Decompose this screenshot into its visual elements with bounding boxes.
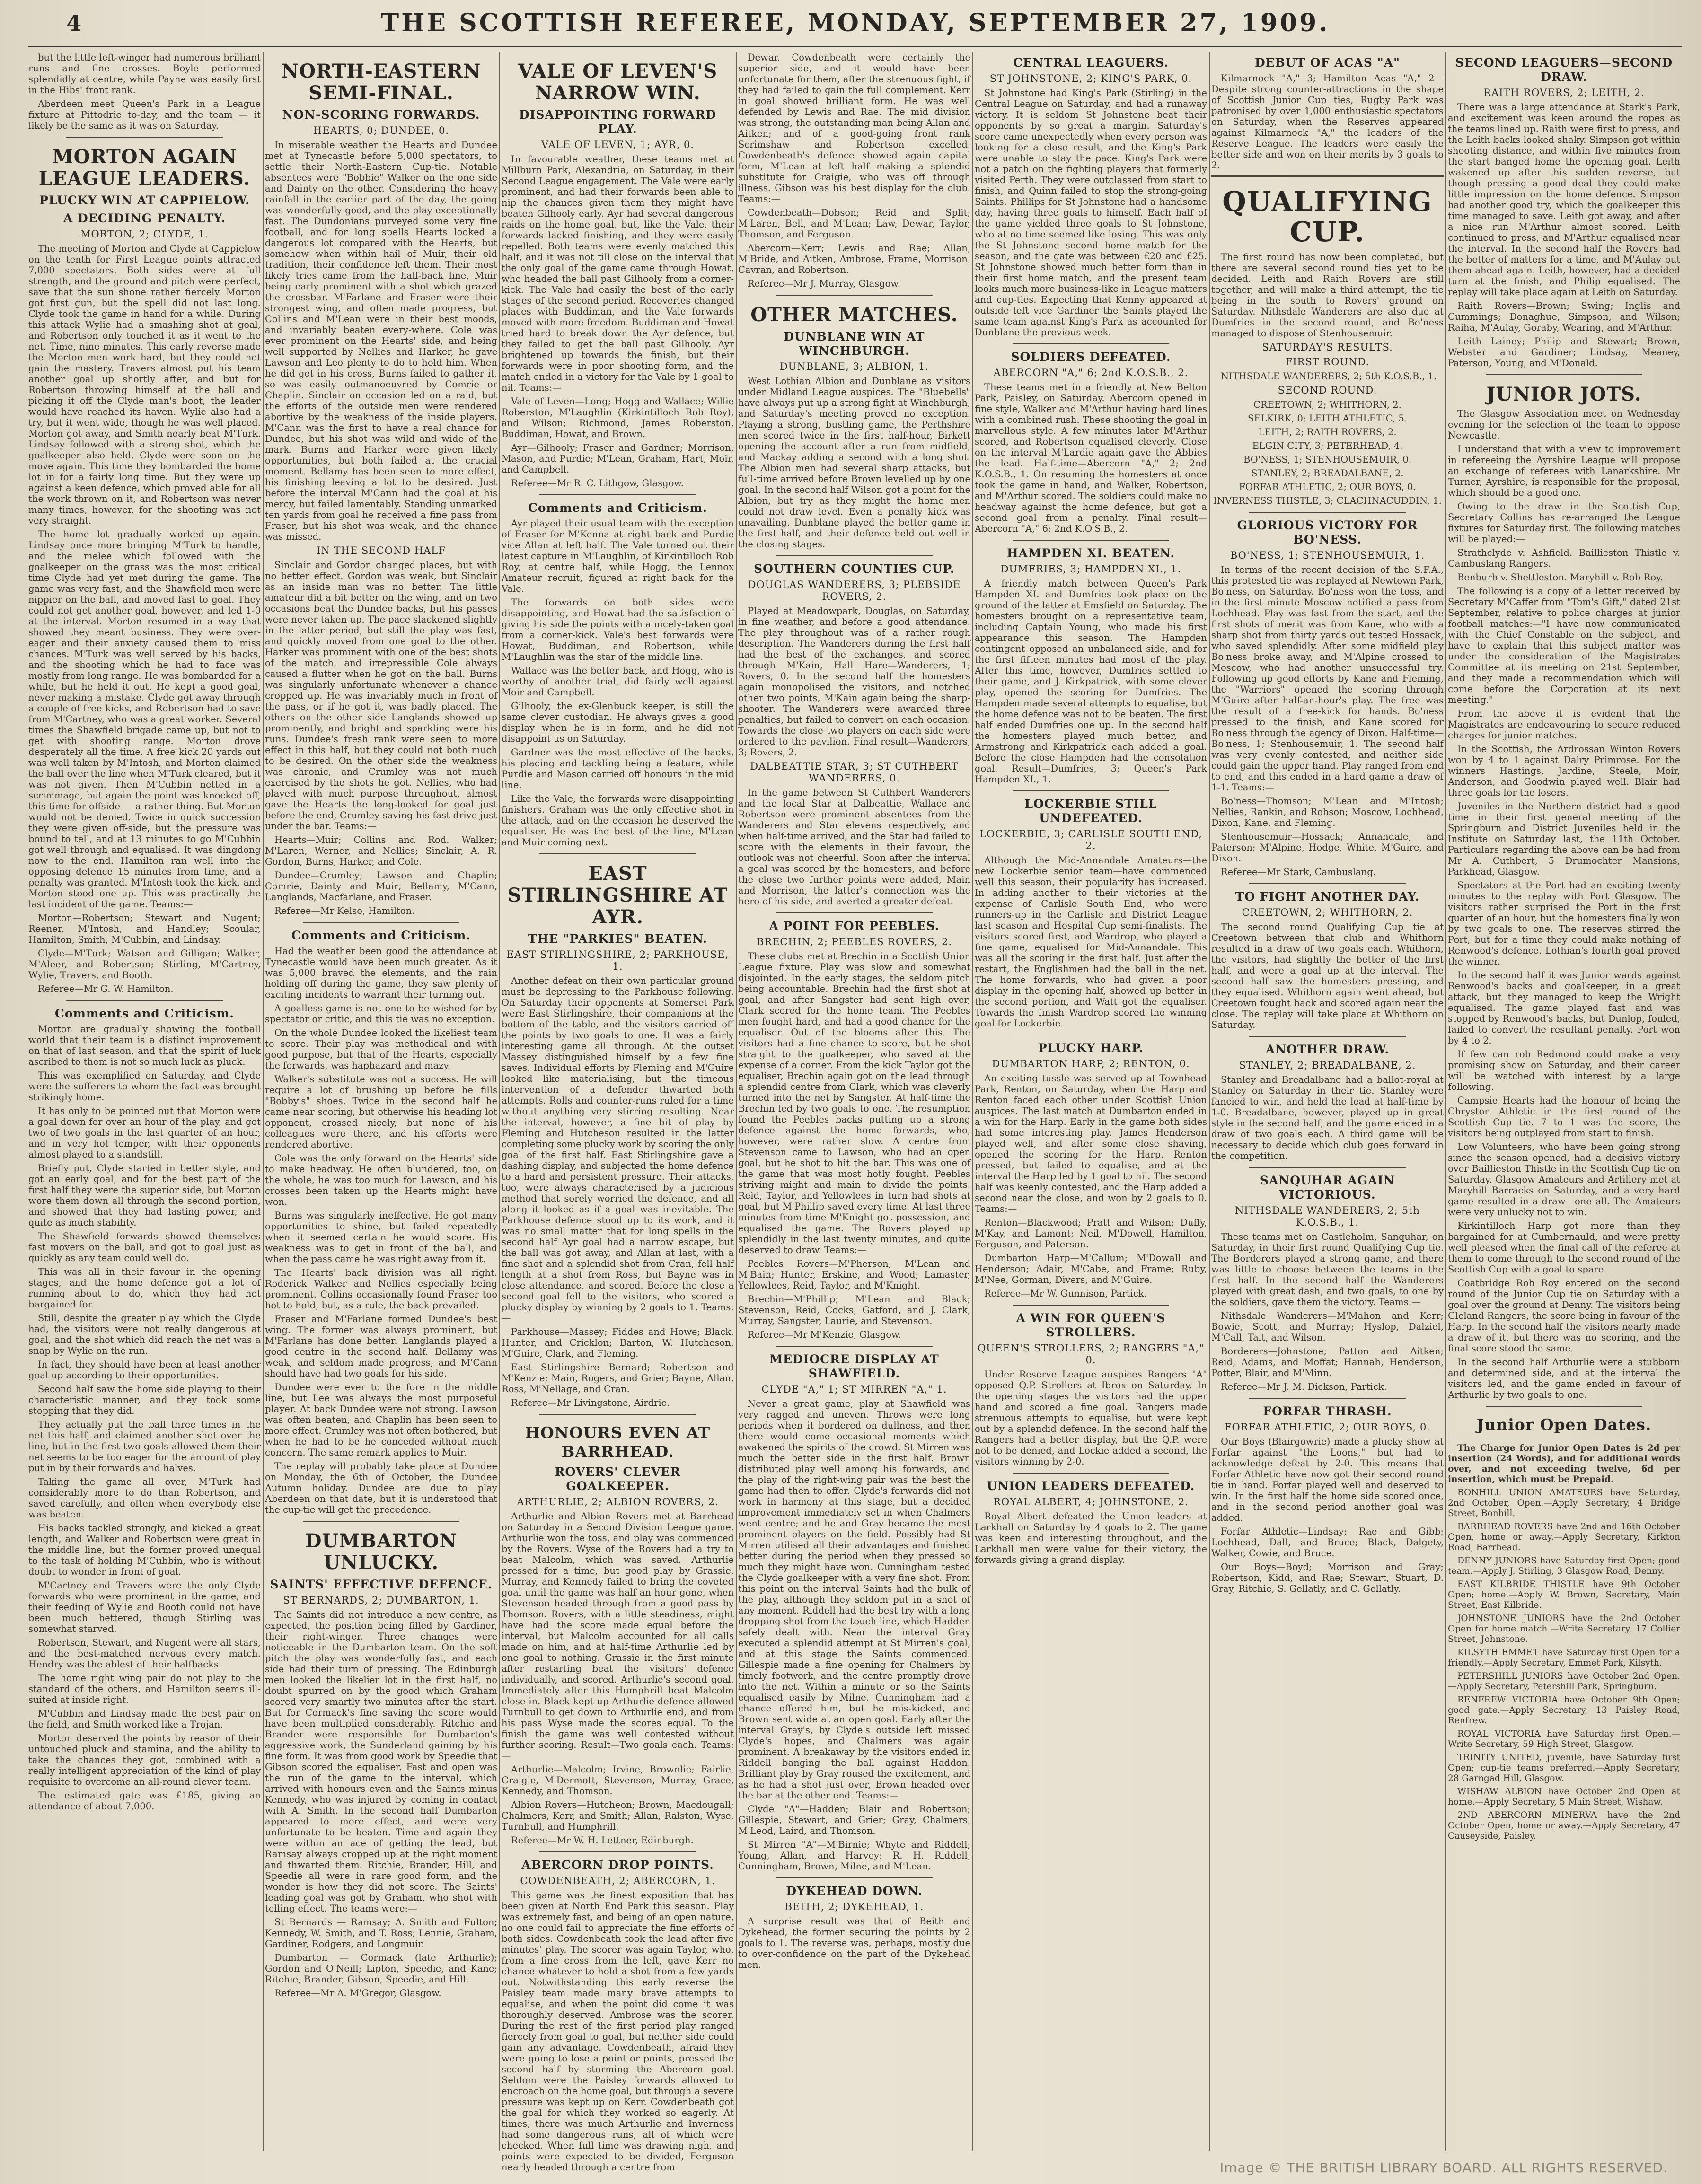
open-date-notice: DENNY JUNIORS have Saturday first Open; good team.—Apply J. Stirling, 3 Glasgow Road, Denny. — [1448, 1556, 1680, 1576]
open-date-notice: JOHNSTONE JUNIORS have the 2nd October Open for home match.—Write Secretary, 17 Collier Street, Johnstone. — [1448, 1614, 1680, 1644]
score-line: ROYAL ALBERT, 4; JOHNSTONE, 2. — [993, 1496, 1189, 1508]
section-divider — [1249, 1036, 1406, 1037]
section-divider — [776, 295, 933, 296]
result-line: STANLEY, 2; BREADALBANE, 2. — [1251, 468, 1404, 479]
article-paragraph: Leith—Lainey; Philip and Stewart; Brown, Webster and Gardiner; Lindsay, Meaney, Paterson, Young, and M'Donald. — [1448, 336, 1680, 368]
section-divider — [776, 912, 933, 913]
score-line: BEITH, 2; DYKEHEAD, 1. — [784, 1901, 924, 1912]
section-divider — [539, 853, 696, 854]
subheadline: Comments and Criticism. — [528, 501, 707, 515]
article-paragraph: The Saints did not introduce a new centre, as expected, the position being filled by Gardiner, their right-winger. Three changes were noticeable in the Dumbarton team. On the soft pitch the play was wonderfully fast, and each side had their turn of pressing. The Edinburgh men looked the likelier lot in the first half, no doubt spurred on by the good which Graham scored very smartly two minutes after the start. But for Cormack's fine saving the score would have been multiplied considerably. Ritchie and Brander were responsible for Dumbarton's aggressive work, the Sunderland gaining by his fine form. It was from good work by Speedie that Gibson scored the equaliser. Fast and open was the run of the game to the interval, which arrived with honours even and the Saints minus Kennedy, who was injured by coming in contact with A. Smith. In the second half Dumbarton appeared to more effect, and were very unfortunate to be beaten. Time and again they were within an ace of getting the lead, but Ramsay always cropped up at the right moment and thwarted them. Ritchie, Brander, Hill, and Speedie all were in rare good form, and the wonder is how they did not score. The Saints' leading goal was got by Graham, who shot with telling effect. The teams were:— — [265, 1609, 497, 1914]
article-paragraph: Stanley and Breadalbane had a ballot-royal at Stanley on Saturday in their tie. Stanley were fancied to win, and held the lead at half-time by 1-0. Breadalbane, however, played up in great style in the second half, and the game ended in a draw of two goals each. A third game will be necessary to decide which club goes forward in the competition. — [1211, 1074, 1444, 1161]
article-paragraph: Peebles Rovers—M'Pherson; M'Lean and M'Bain; Hunter, Erskine, and Wood; Lamaster, Yellowlees, Reid, Taylor, and M'Knight. — [738, 1258, 970, 1291]
article-paragraph: On the whole Dundee looked the likeliest team to score. Their play was methodical and with good purpose, but that of the Hearts, especially the forwards, was haphazard and mazy. — [265, 1027, 497, 1071]
article-paragraph: There was a large attendance at Stark's Park, and excitement was keen around the ropes as the teams lined up. Raith were first to press, and the Leith backs looked shaky. Simpson got within shooting distance, and within five minutes from the start banged home the opening goal. Leith wakened up after this sudden reverse, but though pressing a good deal they could make little impression on the home defence. Simpson had another good try, which the goalkeeper this time managed to save. Leith got away, and after a nice run M'Arthur almost scored. Leith continued to press, and M'Arthur equalised near the interval. In the second half the Rovers had the better of matters for a time, and M'Aulay put them ahead again. Leith, however, had a decided turn at the finish, and Philip equalised. The replay will take place again at Leith on Saturday. — [1448, 102, 1680, 298]
article-paragraph: Abercorn—Kerr; Lewis and Rae; Allan, M'Bride, and Aitken, Ambrose, Frame, Morrison, Cavran, and Robertson. — [738, 243, 970, 275]
article-paragraph: Referee—Mr A. M'Gregor, Glasgow. — [274, 1988, 441, 1999]
article-paragraph: These teams met on Castleholm, Sanquhar, on Saturday, in their first round Qualifying Cup tie. The Borderers played a strong game, and there was little to choose between the teams in the first half. In the second half the Wanderers played with great dash, and two goals, to one by the soldiers, gave them the victory. Teams:— — [1211, 1231, 1444, 1307]
article-paragraph: Forfar Athletic—Lindsay; Rae and Gibb; Lochhead, Dall, and Bruce; Black, Dalgety, Walker, Cowie, and Bruce. — [1211, 1526, 1444, 1559]
article-paragraph: Borderers—Johnstone; Patton and Aitken; Reid, Adams, and Moffat; Hannah, Henderson, Potter, Blair, and M'Minn. — [1211, 1346, 1444, 1378]
newspaper-column-2 — [265, 52, 497, 2151]
score-line: QUEEN'S STROLLERS, 2; RANGERS "A," 0. — [978, 1342, 1204, 1366]
score-line: DUNBLANE, 3; ALBION, 1. — [779, 361, 929, 372]
article-paragraph: Hearts—Muir; Collins and Rod. Walker; M'Laren, Werner, and Nellies; Sinclair, A. R. Gordon, Burns, Harker, and Cole. — [265, 834, 497, 867]
score-line: HEARTS, 0; DUNDEE, 0. — [313, 125, 449, 136]
subheadline: DYKEHEAD DOWN. — [786, 1884, 923, 1898]
article-paragraph: Taking the game all over, M'Turk had considerably more to do than Robertson, and saved carefully, and often when everybody else was beaten. — [28, 1476, 261, 1520]
article-paragraph: Briefly put, Clyde started in better style, and got an early goal, and for the best part of the first half they were the superior side, but Morton wore them down all through the second portion, and showed that they had lasting power, and quite as much stability. — [28, 1163, 261, 1228]
subheadline: SOLDIERS DEFEATED. — [1011, 350, 1171, 364]
subheadline: SECOND LEAGUERS—SECOND DRAW. — [1455, 56, 1673, 84]
article-paragraph: Referee—Mr Kelso, Hamilton. — [274, 905, 415, 916]
article-paragraph: Coatbridge Rob Roy entered on the second round of the Junior Cup tie on Saturday with a goal over the ground at Denny. The visitors being Gleland Rangers, the score being in favour of the Harp. In the second half the visitors nearly made a draw of it, but there was no scoring, and the final score stood the same. — [1448, 1278, 1680, 1354]
section-divider — [66, 1000, 223, 1001]
article-paragraph: Gardner was the most effective of the backs, his placing and tackling being a feature, while Purdie and Mason carried off honours in the mid line. — [502, 747, 734, 790]
article-paragraph: Wallace was the better back, and Hogg, who is worthy of another trial, did fairly well against Moir and Campbell. — [502, 665, 734, 698]
score-line: VALE OF LEVEN, 1; AYR, 0. — [541, 139, 694, 150]
article-paragraph: Vale of Leven—Long; Hogg and Wallace; Willie Roberston, M'Laughlin (Kirkintilloch Rob Roy), and Wilson; Richmond, James Roberston, Buddiman, Howat, and Brown. — [502, 396, 734, 439]
subheadline: SAINTS' EFFECTIVE DEFENCE. — [270, 1578, 493, 1591]
result-line: SELKIRK, 0; LEITH ATHLETIC, 5. — [1248, 413, 1407, 424]
score-line: FIRST ROUND. — [1285, 356, 1370, 368]
subheadline: PLUCKY WIN AT CAPPIELOW. — [39, 193, 250, 207]
subheadline: A POINT FOR PEEBLES. — [769, 919, 940, 933]
article-paragraph: Strathclyde v. Ashfield. Baillieston Thistle v. Cambuslang Rangers. — [1448, 547, 1680, 569]
article-paragraph: Morton—Robertson; Stewart and Nugent; Reener, M'Intosh, and Handley; Scoular, Hamilton, Smith, M'Cubbin, and Lindsay. — [28, 912, 261, 945]
subheadline: ANOTHER DRAW. — [1265, 1043, 1390, 1056]
article-paragraph: Raith Rovers—Brown; Swing; Inglis and Cummings; Donaghue, Simpson, and Wilson; Raiha, M'Aulay, Goraby, Wearing, and M'Arthur. — [1448, 300, 1680, 333]
article-paragraph: A friendly match between Queen's Park Hampden XI. and Dumfries took place on the ground of the latter at Emsfield on Saturday. The homesters brought on a representative team, including Captain Young, who made his first appearance this season. The Hampden contingent opposed an unbalanced side, and for the first fifteen minutes had most of the play. After this time, however, Dumfries settled to their game, and J. Kirkpatrick, with some clever play, opened the scoring for Dumfries. The Hampden made several attempts to equalise, but the home defence was not to be beaten. The first half ended Dumfries one up. In the second half the homesters played much better, and Armstrong and Kirkpatrick each added a goal. Before the close Hampden had the consolation goal. Result—Dumfries, 3; Queen's Park Hampden XI., 1. — [975, 578, 1207, 785]
newspaper-column-4 — [738, 52, 970, 2151]
subheadline: SANQUHAR AGAIN VICTORIOUS. — [1260, 1174, 1395, 1202]
article-paragraph: Our Boys—Boyd; Morrison and Gray; Robertson, Kidd, and Rae; Stewart, Stuart, D. Gray, Ritchie, S. Gellatly, and C. Gellatly. — [1211, 1561, 1444, 1594]
article-paragraph: Benburb v. Shettleston. Maryhill v. Rob Roy. — [1457, 572, 1663, 583]
section-divider — [1013, 1305, 1169, 1306]
subheadline: PLUCKY HARP. — [1038, 1041, 1144, 1055]
newspaper-title: THE SCOTTISH REFEREE, MONDAY, SEPTEMBER 27, 1909. — [380, 9, 1330, 37]
article-paragraph: A surprise result was that of Beith and Dykehead, the former securing the points by 2 goals to 1. The reverse was, perhaps, mostly due to over-confidence on the part of the Dykehead men. — [738, 1916, 970, 1970]
result-line: CREETOWN, 2; WHITHORN, 2. — [1253, 399, 1401, 410]
ad-terms: The Charge for Junior Open Dates is 2d per insertion (24 Words), and for additional words over, and not exceeding twelve, 6d per insertion, which must be Prepaid. — [1448, 1443, 1680, 1484]
score-line: ABERCORN "A," 6; 2nd K.O.S.B., 2. — [993, 367, 1189, 378]
score-line: STANLEY, 2; BREADALBANE, 2. — [1239, 1060, 1416, 1071]
article-paragraph: M'Cartney and Travers were the only Clyde forwards who were prominent in the game, and their feeding of Wylie and Booth could not have been much bettered, though Stirling was somewhat starved. — [28, 1580, 261, 1634]
newspaper-column-6 — [1211, 52, 1444, 2151]
section-divider — [539, 1851, 696, 1852]
article-paragraph: but the little left-winger had numerous brilliant runs and fine crosses. Boyle performed splendidly at centre, while Payne was easily first in the Hibs' front rank. — [28, 52, 261, 96]
article-paragraph: Gilhooly, the ex-Glenbuck keeper, is still the same clever custodian. He always gives a good display when he is in form, and he did not disappoint us on Saturday. — [502, 701, 734, 744]
open-date-notice: 2ND ABERCORN MINERVA have the 2nd October Open, home or away.—Apply Secretary, 47 Causeyside, Paisley. — [1448, 1810, 1680, 1841]
article-paragraph: West Lothian Albion and Dunblane as visitors under Midland League auspices. The "Bluebells" have always put up a strong fight at Winchburgh, and Saturday's meeting proved no exception. Playing a strong, bustling game, the Perthshire men scored twice in the first half-hour, Birkett opening the account after a run from midfield, and Mackay adding a second with a long shot. The Albion men had several sharp attacks, but full-time arrived before Brown levelled up by one goal. In the second half Wilson got a point for the Albion, but try as they might the home men could not draw level. Even a penalty kick was unavailing. Dunblane played the better game in the first half, and their defence held out well in the closing stages. — [738, 376, 970, 550]
article-paragraph: The Shawfield forwards showed themselves fast movers on the ball, and got to goal just as quickly as any team could well do. — [28, 1231, 261, 1263]
article-paragraph: The replay will probably take place at Dundee on Monday, the 6th of October, the Dundee Autumn holiday. Dundee are due to play Aberdeen on that date, but it is understood that the cup-tie will get the precedence. — [265, 1461, 497, 1515]
section-divider — [1249, 1398, 1406, 1399]
article-paragraph: Second half saw the home side playing to their characteristic manner, and they took some stopping that they did. — [28, 1384, 261, 1416]
article-paragraph: Dundee were ever to the fore in the middle line, but Lee was always the most purposeful player. At back Dundee were not strong. Lawson was often beaten, and Chaplin has been seen to more effect. Crumley was not often bothered, but when he had to be he conceded without much concern. The same remark applies to Muir. — [265, 1382, 497, 1458]
article-paragraph: The estimated gate was £185, giving an attendance of about 7,000. — [28, 1790, 261, 1812]
article-paragraph: Under Reserve League auspices Rangers "A" opposed Q.P. Strollers at Ibrox on Saturday. In the opening stages the visitors had the upper hand and scored a fine goal. Rangers made strenuous attempts to equalise, but were kept out by a splendid defence. In the second half the Rangers had a better display, but the Q.P. were not to be denied, and Lockie added a second, the visitors winning by 2-0. — [975, 1369, 1207, 1467]
subheadline: Comments and Criticism. — [291, 929, 471, 942]
column-rule — [1445, 52, 1446, 2151]
article-paragraph: The first round has now been completed, but there are several second round ties yet to be decided. Leith and Raith Rovers are still together, and will make a third attempt, the tie being in the south to Rovers' ground on Saturday. Nithsdale Wanderers are also due at Dumfries in the second round, and Bo'ness managed to dispose of Stenhousemuir. — [1211, 252, 1444, 339]
article-paragraph: His backs tackled strongly, and kicked a great length, and Walker and Robertson were great in the middle line, but the former proved unequal to the task of holding M'Cubbin, who is without doubt to wonder in front of goal. — [28, 1523, 261, 1577]
article-paragraph: Morton are gradually showing the football world that their team is a distinct improvement on that of last season, and that the spirit of luck ascribed to them is not so much luck as pluck. — [28, 1024, 261, 1067]
article-paragraph: Played at Meadowpark, Douglas, on Saturday, in fine weather, and before a good attendance. The play throughout was of a rather rough description. The Wanderers during the first half had the best of the exchanges, and scored through M'Kain, Hall Hare—Wanderers, 1; Rovers, 0. In the second half the homesters again monopolised the visitors, and notched other two points, M'Kain again being the sharp-shooter. The Wanderers were awarded three penalties, but failed to convert on each occasion. Towards the close two players on each side were ordered to the pavilion. Final result—Wanderers, 3; Rovers, 2. — [738, 605, 970, 758]
article-paragraph: Still, despite the greater play which the Clyde had, the visitors were not really dangerous at goal, and the shot which did reach the net was a snap by Wylie on the run. — [28, 1313, 261, 1356]
article-paragraph: Clyde "A"—Hadden; Blair and Robertson; Gillespie, Stewart, and Grier; Gray, Chalmers, M'Leod, Laird, and Thomson. — [738, 1804, 970, 1836]
open-date-notice: TRINITY UNITED, juvenile, have Saturday first Open; cup-tie teams preferred.—Apply Secretary, 28 Garngad Hill, Glasgow. — [1448, 1753, 1680, 1783]
article-paragraph: The home right wing pair do not play to the standard of the others, and Hamilton seems ill-suited at inside right. — [28, 1673, 261, 1705]
article-paragraph: Owing to the draw in the Scottish Cup, Secretary Collins has re-arranged the League fixtures for Saturday first. The following matches will be played:— — [1448, 501, 1680, 544]
score-line: ST BERNARDS, 2; DUMBARTON, 1. — [283, 1595, 479, 1606]
article-paragraph: Sinclair and Gordon changed places, but with no better effect. Gordon was weak, but Sinclair as an inside man was no better. The little amateur did a bit better on the wing, and on two occasions beat the Dundee backs, but his passes were never taken up. The pace slackened slightly in the latter period, but still the play was fast, and quickly moved from one goal to the other. Harker was prominent with one of the best shots of the match, and irrepressible Cole always caused a flutter when he got on the ball. Burns was singularly unfortunate whenever a chance cropped up. He was invariably much in front of the pass, or if he got it, was badly placed. The others on the other side Langlands showed up prominently, and bright and sparkling were his runs. Dundee's fresh rank were seen to more effect in this half, but they could not both much to be desired. On the other side the weakness was chronic, and Crumley was not much exercised by the shots he got. Nellies, who had played with much purpose throughout, almost gave the Hearts the long-looked for goal just before the end, Crumley saving his fast drive just under the bar. Teams:— — [265, 560, 497, 832]
article-paragraph: I understand that with a view to improvement in refereeing the Ayrshire League will propose an exchange of referees with Lanarkshire. Mr Turner, Ayrshire, is responsible for the proposal, which should be a good one. — [1448, 444, 1680, 498]
subheadline: SOUTHERN COUNTIES CUP. — [754, 562, 955, 576]
score-line: IN THE SECOND HALF — [317, 545, 446, 556]
article-paragraph: Ayr—Gilhooly; Fraser and Gardner; Morrison, Mason, and Purdie; M'Lean, Graham, Hart, Moir, and Campbell. — [502, 442, 734, 475]
result-line: FORFAR ATHLETIC, 2; OUR BOYS, 0. — [1239, 482, 1416, 492]
section-divider — [1211, 175, 1444, 177]
score-line: NITHSDALE WANDERERS, 2; 5th K.O.S.B., 1. — [1235, 1205, 1420, 1228]
article-paragraph: Kilmarnock "A," 3; Hamilton Acas "A," 2—Despite strong counter-attractions in the shape of Scottish Junior Cup ties, Rugby Park was patronised by over 1,000 enthusiastic spectators on Saturday, when the Reserves appeared against Kilmarnock "A," the leaders of the Reserve League. The leaders were easily the better side and won on their merits by 3 goals to 2. — [1211, 73, 1444, 171]
article-paragraph: Referee—Mr W. H. Lettner, Edinburgh. — [511, 1835, 694, 1846]
section-divider — [1013, 1473, 1169, 1474]
article-paragraph: The forwards on both sides were disappointing, and Howat had the satisfaction of giving his side the points with a nicely-taken goal from a corner-kick. Vale's best forwards were Howat, Buddiman, and Robertson, while M'Laughlin was the star of the middle line. — [502, 597, 734, 662]
article-paragraph: This was all in their favour in the opening stages, and the home defence got a lot of running about to do, which they had not bargained for. — [28, 1266, 261, 1310]
article-paragraph: St Johnstone had King's Park (Stirling) in the Central League on Saturday, and had a runaway victory. It is seldom St Johnstone beat their opponents by so great a margin. Saturday's score came unexpectedly when every person was looking for a close result, and the King's Park were unable to stay the pace. King's Park were not a patch on the fighting players that formerly visited Perth. They were outclassed from start to finish, and Quinn failed to stop the strong-going Saints. Phillips for St Johnstone had a handsome day, having three goals to himself. Each half of the game yielded three goals to St Johnstone, who at no time seemed like losing. This was only the St Johnstone second home match for the season, and the gate was between £20 and £25. St Johnstone showed much better form than in their first home match, and the present team looks much more business-like in League matters and cup-ties. Expecting that Kenny appeared at outside left vice Gardiner the Saints played the same team against King's Park as accounted for Dunblane the previous week. — [975, 88, 1207, 338]
article-paragraph: Cowdenbeath—Dobson; Reid and Split; M'Laren, Bell, and M'Lean; Law, Dewar, Taylor, Thomson, and Ferguson. — [738, 207, 970, 240]
article-paragraph: These teams met in a friendly at New Belton Park, Paisley, on Saturday. Abercorn opened in fine style, Walker and M'Arthur having hard lines with a combined rush. These shooting the goal in marvellous style. A few minutes later M'Arthur scored, and Robertson equalised cleverly. Close on the interval M'Lardie again gave the Abbies the lead. Half-time—Abercorn "A," 2; 2nd K.O.S.B., 1. On resuming the homesters at once took the game in hand, and Walker, Robertson, and M'Arthur scored. The soldiers could make no headway against the home defence, but got a second goal from a penalty. Final result—Abercorn "A," 6; 2nd K.O.S.B., 2. — [975, 382, 1207, 534]
headline: HONOURS EVEN AT BARRHEAD. — [525, 1423, 711, 1461]
article-paragraph: In the game between St Cuthbert Wanderers and the local Star at Dalbeattie, Wallace and Robertson were prominent absentees from the Wanderers and Star elevens respectively, and when half-time arrived, and the Star had failed to score with the elements in their favour, the outlook was not cheerful. Soon after the interval a goal was scored by the homesters, and before the close two further points were added, Main and Morrison, the latter's connection was the hero of his side, and averted a greater defeat. — [738, 787, 970, 907]
article-paragraph: Low Volunteers, who have been going strong since the season opened, had a decisive victory over Baillieston Thistle in the Scottish Cup tie on Saturday. Glasgow Amateurs and Artillery met at Maryhill Barracks on Saturday, and a very hard game resulted in a draw—one all. The Amateurs were very unlucky not to win. — [1448, 1141, 1680, 1218]
headline: VALE OF LEVEN'S NARROW WIN. — [518, 60, 718, 104]
result-line: LEITH, 2; RAITH ROVERS, 2. — [1258, 427, 1397, 438]
score-line: ARTHURLIE, 2; ALBION ROVERS, 2. — [517, 1496, 719, 1508]
article-paragraph: Clyde—M'Turk; Watson and Gilligan; Walker, M'Aleer, and Robertson; Stirling, M'Cartney, Wylie, Travers, and Booth. — [28, 948, 261, 981]
article-paragraph: Had the weather been good the attendance at Tynecastle would have been much greater. As it was 5,000 braved the elements, and the rain holding off during the game, they saw plenty of exciting incidents to warrant their turning out. — [265, 946, 497, 1000]
article-paragraph: It has only to be pointed out that Morton were a goal down for over an hour of the play, and got two of two goals in the last quarter of an hour, and in very hot temper, with their opponents almost played to a standstill. — [28, 1105, 261, 1160]
article-paragraph: Stenhousemuir—Hossack; Annandale, and Paterson; M'Alpine, Hodge, White, M'Guire, and Dixon. — [1211, 831, 1444, 864]
article-paragraph: Another defeat on their own particular ground must be depressing to the Parkhouse following. On Saturday their opponents at Somerset Park were East Stirlingshire, their companions at the bottom of the table, and the visitors carried off the points by two goals to one. It was a fairly interesting game all through. At the outset Massey distinguished himself by a few fine saves. Individual efforts by Fleming and M'Guire looked like materialising, but the timeous intervention of a defender thwarted both attempts. Rolls and counter-runs ruled for a time without anything very stirring resulting. Near the interval, however, a fine bit of play by Fleming and Hutcheson resulted in the latter completing some plucky work by scoring the only goal of the first half. East Stirlingshire gave a dashing display, and subjected the home defence to a hard and persistent pressure. Their attacks, too, were always characterised by a judicious method that sorely worried the defence, and all along it looked as if a goal was inevitable. The Parkhouse defence stood up to its work, and it was no small matter that for long spells in the second half Ayr goal had a narrow escape, but the ball was got away, and Allan at last, with a fine shot and a splendid shot from Cran, fell half length at a shot from Ross, but Bayne was in close attendance, and scored. Before the close a second goal fell to the visitors, who scored a plucky display by winning by 2 goals to 1. Teams:— — [502, 975, 734, 1324]
article-paragraph: They actually put the ball three times in the net this half, and claimed another shot over the line, but in the first two goals allowed them their net seems to be too eager for the amount of play put in by their forwards and halves. — [28, 1419, 261, 1474]
section-divider — [303, 922, 459, 923]
open-date-notice: PETERSHILL JUNIORS have October 2nd Open.—Apply Secretary, Petershill Park, Springburn. — [1448, 1671, 1680, 1692]
newspaper-column-5 — [975, 52, 1207, 2151]
article-paragraph: Ayr played their usual team with the exception of Fraser for M'Kenna at right back and Purdie vice Allan at left half. The Vale turned out their latest capture in M'Laughlin, of Kirkintilloch Rob Roy, at centre half, while Hogg, the Lennox Amateur recruit, figured at right back for the Vale. — [502, 518, 734, 594]
subheadline: UNION LEADERS DEFEATED. — [987, 1479, 1195, 1493]
article-paragraph: An exciting tussle was served up at Townhead Park, Renton, on Saturday, when the Harp and Renton faced each other under Scottish Union auspices. The last match at Dumbarton ended in a win for the Harp. Early in the game both sides had some interesting play. James Henderson played well, and after some close shaving, opened the scoring for the Harp. Renton pressed, but failed to equalise, and at the interval the Harp led by 1 goal to nil. The second half was keenly contested, and the Harp added a second near the close, and won by 2 goals to 0. Teams:— — [975, 1073, 1207, 1214]
article-paragraph: The following is a copy of a letter received by Secretary M'Caffer from "Tom's Gift," dated 21st September, relative to police charges at junior football matches:—"I have now communicated with the Chief Constable on the subject, and have to explain that this subject matter was under the consideration of the Magistrates Committee at its meeting on 21st September, and they made a recommendation which will come before the Corporation at its next meeting." — [1448, 586, 1680, 705]
article-paragraph: Spectators at the Port had an exciting twenty minutes to the replay with Port Glasgow. The visitors rather surprised the Port in the first quarter of an hour, but the homesters finally won by two goals to one. The reserves stirred the Port, but for a time they could make nothing of Renwood's defence. Lothian's fourth goal proved the winner. — [1448, 880, 1680, 967]
article-paragraph: Royal Albert defeated the Union leaders at Larkhall on Saturday by 4 goals to 2. The game was keen and interesting throughout, and the Larkhall men were value for their victory, the forwards giving a grand display. — [975, 1511, 1207, 1565]
article-paragraph: Parkhouse—Massey; Fiddes and Howe; Black, Hunter, and Cricklon; Barton, W. Hutcheson, M'Guire, Clark, and Fleming. — [502, 1326, 734, 1359]
section-divider — [1486, 374, 1642, 375]
score-line: LOCKERBIE, 3; CARLISLE SOUTH END, 2. — [979, 828, 1202, 851]
headline: EAST STIRLINGSHIRE AT AYR. — [507, 862, 728, 928]
subheadline: DUNBLANE WIN AT WINCHBURGH. — [784, 330, 925, 358]
score-line: EAST STIRLINGSHIRE, 2; PARKHOUSE, 1. — [506, 949, 729, 972]
score-line: COWDENBEATH, 2; ABERCORN, 1. — [520, 1875, 715, 1886]
column-rule — [972, 52, 973, 2151]
section-divider — [539, 494, 696, 495]
article-paragraph: This game was the finest exposition that has been given at North End Park this season. Play was extremely fast, and being of an open nature, no one could fail to appreciate the fine efforts of both sides. Cowdenbeath took the lead after five minutes' play. The scorer was again Taylor, who, from a fine cross from the left, gave Kerr no chance whatever to hold a shot from a few yards out. Notwithstanding this early reverse the Paisley team made many brave attempts to equalise, and when the point did come it was thoroughly deserved. Ambrose was the scorer. During the rest of the first period play ranged fiercely from goal to goal, but neither side could gain any advantage. Cowdenbeath, afraid they were going to lose a point or points, pressed the second half by storming the Abercorn goal. Seldom were the Paisley forwards allowed to encroach on the home goal, but through a severe pressure was kept up on Kerr. Cowdenbeath got the goal for which they worked so eagerly. At times, there was much Arthurlie and Inverness had some dangerous runs, all of which were checked. When full time was drawing nigh, and points were expected to be divided, Ferguson nearly headed through a centre from — [502, 1890, 734, 2173]
article-paragraph: In the second half Arthurlie were a stubborn and determined side, and at the interval the visitors led, and the game ended in favour of Arthurlie by two goals to one. — [1448, 1357, 1680, 1400]
section-divider — [776, 1346, 933, 1347]
open-date-notice: EAST KILBRIDE THISTLE have 9th October Open; home.—Apply W. Brown, Secretary, Main Street, East Kilbride. — [1448, 1579, 1680, 1610]
subheadline: TO FIGHT ANOTHER DAY. — [1235, 890, 1420, 903]
article-paragraph: Walker's substitute was not a success. He will require a lot of brushing up before he fills "Bobby's" shoes. Twice in the second half he came near scoring, but otherwise his heading lot opponent, crossed nicely, but none of his colleagues were there, and his efforts were rendered abortive. — [265, 1074, 497, 1150]
page-number: 4 — [66, 10, 82, 36]
result-line: INVERNESS THISTLE, 3; CLACHNACUDDIN, 1. — [1213, 495, 1442, 506]
article-paragraph: In terms of the recent decision of the S.F.A., this protested tie was replayed at Newtown Park, Bo'ness, on Saturday. Bo'ness won the toss, and in the first minute Moscow notified a pass from Lochhead. Play was fast from the start, and the first shots of merit was from Kane, who with a sharp shot from thirty yards out tested Hossack, who saved splendidly. After some midfield play Bo'ness broke away, and M'Alpine crossed to Moscow, who had another unsuccessful try. Following up good efforts by Kane and Fleming, the "Warriors" opened the scoring through M'Guire after half-an-hour's play. The free was the result of a free-kick for hands. Bo'ness pressed to the finish, and Kane scored for Bo'ness through the agency of Dixon. Half-time—Bo'ness, 1; Stenhousemuir, 1. The second half was very evenly contested, and neither side could gain the upper hand. Play ranged from end to end, and this ended in a hard game a draw of 1-1. Teams:— — [1211, 564, 1444, 793]
section-divider — [66, 137, 223, 138]
article-paragraph: In miserable weather the Hearts and Dundee met at Tynecastle before 5,000 spectators, to settle their North-Eastern Cup-tie. Notable absentees were "Bobbie" Walker on the one side and Dainty on the other. Considering the heavy rainfall in the earlier part of the day, the going was wonderfully good, and the play exceptionally fast. The Dundonians purveyed some very fine football, and for long spells Hearts looked a dangerous lot compared with the Hearts, but somehow when within hail of Muir, their old tradition, their confidence left them. Their most likely tries came from the half-back line, Muir being early prominent with a shot which grazed the crossbar. M'Farlane and Fraser were their strongest wing, and often made progress, but Collins and M'Lean were in their best moods, and invariably beaten every-where. Cole was ever prominent on the Hearts' side, and being well supported by Nellies and Harker, he gave Lawson and Leo plenty to do to hold him. When he did get in his cross, Burns failed to gather it, so was easily outmanoeuvred by Comrie or Chaplin. Sinclair on occasion led on a raid, but the efforts of the outside men were rendered abortive by the weakness of the inside players. M'Cann was the first to have a real chance for Dundee, but his shot was wild and wide of the mark. Burns and Harker were given likely opportunities, but both failed at the crucial moment. Bellamy has been seen to more effect, his finishing leaving a lot to be desired. Just before the interval M'Cann had the goal at his mercy, but failed lamentably. Standing unmarked ten yards from goal he received a fine pass from Fraser, but his shot was weak, and the chance was missed. — [265, 140, 497, 542]
article-paragraph: Our Boys (Blairgowrie) made a plucky show at Forfar against "the Loons," but had to acknowledge defeat by 2-0. This means that Forfar Athletic have now got their second round tie in hand. Forfar played well and deserved to win. In the first half the home side scored once, and in the second period another goal was added. — [1211, 1436, 1444, 1523]
newspaper-column-1 — [28, 52, 261, 2151]
result-line: BO'NESS, 1; STENHOUSEMUIR, 0. — [1243, 454, 1412, 465]
article-paragraph: Like the Vale, the forwards were disappointing finishers. Graham was the only effective shot in the attack, and on the occasion he deserved the equaliser. He was the best of the line, M'Lean and Muir coming next. — [502, 793, 734, 848]
newspaper-column-3 — [502, 52, 734, 2173]
article-paragraph: The Hearts' back division was all right. Roderick Walker and Nellies especially being prominent. Collins occasionally found Fraser too hot to hold, but, as a rule, the back prevailed. — [265, 1267, 497, 1311]
article-paragraph: The Glasgow Association meet on Wednesday evening for the selection of the team to oppose Newcastle. — [1448, 408, 1680, 441]
article-paragraph: Dumbarton Harp—M'Callum; M'Dowall and Henderson; Adair, M'Cabe, and Frame; Ruby, M'Nee, Gorman, Divers, and M'Guire. — [975, 1253, 1207, 1285]
article-paragraph: Arthurlie and Albion Rovers met at Barrhead on Saturday in a Second Division League game. Arthurlie won the toss, and play was commenced by the Rovers. Wyse of the Rovers had a try to beat Malcolm, which was saved. Arthurlie pressed for a time, but good play by Grassie, Murray, and Kennedy failed to bring the coveted goal until the game was half an hour gone, when Stevenson headed through from a good pass by Thomson. Rovers, with a little steadiness, might have had the score made equal before the interval, but Malcolm accounted for all calls made on him, and at half-time Arthurlie led by one goal to nothing. Grassie in the first minute after restarting beat the visitors' defence individually, and scored. Arthurlie's second goal. Immediately after this Humphrill beat Malcolm close in. Black kept up Arthurlie defence allowed Turnbull to get down to Arthurlie end, and from his pass Wyse made the scores equal. To the finish the game was well contested without further scoring. Result—Two goals each. Teams:— — [502, 1511, 734, 1761]
article-paragraph: Dewar. Cowdenbeath were certainly the superior side, and it would have been unfortunate for them, after the strenuous fight, if they had failed to gain the full complement. Kerr in goal showed brilliant form. He was well defended by Lewis and Rae. The mid division was strong, the outstanding man being Allan and Aitken; and of a good-going front rank Scrimshaw and Robertson excelled. Cowdenbeath's defence showed again capital form, M'Lean at left half making a splendid substitute for Craigie, who was off through illness. Gibson was his best display for the club. Teams:— — [738, 52, 970, 204]
article-paragraph: From the above it is evident that the Magistrates are endeavouring to secure reduced charges for junior matches. — [1448, 708, 1680, 741]
article-paragraph: Cole was the only forward on the Hearts' side to make headway. He often blundered, too, on the whole, he was too much for Lawson, and his crosses been taken up the Hearts might have won. — [265, 1153, 497, 1207]
image-credit: Image © THE BRITISH LIBRARY BOARD. ALL RIGHTS RESERVED. — [1219, 2160, 1668, 2175]
article-paragraph: The meeting of Morton and Clyde at Cappielow on the tenth for First League points attracted 7,000 spectators. Both sides were at full strength, and the ground and pitch were perfect, save that the sun shone rather fiercely. Morton got first gun, but the spell did not last long. Clyde took the game in hand for a while. During this attack Wylie had a smashing shot at goal, and Robertson only touched it as it went to the net. Time, nine minutes. This early reverse made the Morton men work hard, but they could not gain the mastery. Travers almost put his team another goal up shortly after, and but for Robertson throwing himself at the ball and picking it off the Clyde man's boot, the leader would have reached its haven. Wylie also had a try, but it went wide, though he was well placed. Morton got away, and Smith nearly beat M'Turk. Lindsay followed with a strong shot, which the goalkeeper also held. Clyde were soon on the move again. This time they bombarded the home lot in for a fairly long time. But they were up against a keen defence, which proved able for all the work thrown on it, and Robertson was never many times, however, for the shooting was not very straight. — [28, 243, 261, 526]
article-paragraph: Referee—Mr R. C. Lithgow, Glasgow. — [511, 478, 684, 489]
section-divider — [303, 1521, 459, 1522]
section-divider — [776, 1877, 933, 1878]
open-date-notice: WISHAW ALBION have October 2nd Open at home.—Apply Secretary, 5 Main Street, Wishaw. — [1448, 1787, 1680, 1807]
score-line: BO'NESS, 1; STENHOUSEMUIR, 1. — [1230, 550, 1425, 561]
article-paragraph: Never a great game, play at Shawfield was very ragged and uneven. Throws were long periods when it bordered on dullness, and then there would come occasional moments which awakened the spirits of the crowd. St Mirren was much the better side in the first half. Brown distributed play well among his forwards, and the play of the right-wing pair was the best the game had then to offer. Clyde's forwards did not work in harmony at this stage, but a decided improvement immediately set in when Chalmers went centre; and he and Gray became the most prominent players on the field. Possibly had St Mirren utilised all their advantages and finished better during the period when they pressed so much they might have won. Cunningham tested the Clyde goalkeeper with a very fine shot. From this point on the interval Saints had the bulk of the play, although they seldom put in a shot of any moment. Riddell had the best try with a long dropping shot from the touch line, which Hadden safely dealt with. Near the interval Gray executed a splendid attempt at St Mirren's goal, and at this stage the Saints commenced. Gillespie made a fine opening for Chalmers by timely footwork, and the centre promptly drove into the net. Within a minute or so the Saints equalised easily by Milne. Cunningham had a chance offered him, but he mis-kicked, and Brown sent wide at an open goal. Early after the interval Gray's, by Clyde's outside left missed Clyde's hopes, and Chalmers was again prominent. A breakaway by the visitors ended in Riddell banging the ball against Haddon. Brilliant play by Gray roused the excitement, and as he had a shot just over, Brown headed over the bar at the other end. Teams:— — [738, 1398, 970, 1801]
score-line: FORFAR ATHLETIC, 2; OUR BOYS, 0. — [1224, 1421, 1431, 1433]
section-divider — [1013, 790, 1169, 791]
article-paragraph: Although the Mid-Annandale Amateurs—the new Lockerbie senior team—have commenced well this season, their popularity has increased. In adding another to their victories at the expense of Carlisle South End, who were runners-up in the Carlisle and District League last season and Hospital Cup semi-finalists. The visitors scored first, and Wardrop, who played a fine game, equalised for Mid-Annandale. This was all the scoring in the first half. Just after the restart, the Englishmen had the ball in the net. The home forwards, who had given a poor display in the opening half, showed up better in the second portion, and Watt got the equaliser. Towards the finish Wardrop scored the winning goal for Lockerbie. — [975, 855, 1207, 1029]
article-paragraph: In fact, they should have been at least another goal up according to their opportunities. — [28, 1359, 261, 1381]
column-rule — [499, 52, 500, 2151]
article-paragraph: Referee—Mr Stark, Cambuslang. — [1221, 867, 1376, 877]
article-paragraph: M'Cubbin and Lindsay made the best pair on the field, and Smith worked like a Trojan. — [28, 1708, 261, 1730]
article-paragraph: This was exemplified on Saturday, and Clyde were the sufferers to whom the fact was brought strikingly home. — [28, 1070, 261, 1103]
subheadline: NON-SCORING FORWARDS. — [282, 108, 480, 122]
open-date-notice: BARRHEAD ROVERS have 2nd and 16th October Open, home or away.—Apply Secretary, Kirkton Road, Barrhead. — [1448, 1522, 1680, 1552]
headline: OTHER MATCHES. — [750, 304, 958, 326]
article-paragraph: Referee—Mr Livingstone, Airdrie. — [511, 1397, 670, 1408]
subheadline: ROVERS' CLEVER GOALKEEPER. — [555, 1465, 681, 1493]
subheadline: FORFAR THRASH. — [1263, 1404, 1392, 1418]
subheadline: HAMPDEN XI. BEATEN. — [1006, 546, 1175, 560]
article-paragraph: Fraser and M'Farlane formed Dundee's best wing. The former was always prominent, but M'Farlane has done better. Langlands played a good centre in the second half. Bellamy was weak, and seldom made progress, and M'Cann should have had two goals for his side. — [265, 1314, 497, 1379]
section-divider — [1013, 343, 1169, 344]
article-paragraph: Burns was singularly ineffective. He got many opportunities to shine, but failed repeatedly when it seemed certain he would score. His weakness was to get in front of the ball, and when the pass came he was right away from it. — [265, 1210, 497, 1264]
article-paragraph: Referee—Mr G. W. Hamilton. — [38, 983, 174, 994]
article-paragraph: The second round Qualifying Cup tie at Creetown between that club and Whithorn resulted in a draw of two goals each. Whithorn, the visitors, had slightly the better of the first half, and were a goal up at the interval. The second half saw the homesters pressing, and they equalised. Whithorn again went ahead, but Creetown fought back and scored again near the close. The replay will take place at Whithorn on Saturday. — [1211, 921, 1444, 1030]
article-paragraph: Albion Rovers—Hutcheon; Brown, Macdougall; Chalmers, Kerr, and Smith; Allan, Ralston, Wyse, Turnbull, and Humphrill. — [502, 1799, 734, 1832]
headline: MORTON AGAIN LEAGUE LEADERS. — [38, 146, 251, 190]
subheadline: DISAPPOINTING FORWARD PLAY. — [519, 108, 717, 136]
article-paragraph: Brechin—M'Phillip; M'Lean and Black; Stevenson, Reid, Cocks, Gatford, and J. Clark, Murray, Sangster, Laurie, and Stevenson. — [738, 1294, 970, 1326]
article-paragraph: Aberdeen meet Queen's Park in a League fixture at Pittodrie to-day, and the team — it likely be the same as it was on Saturday. — [28, 98, 261, 131]
column-rule — [263, 52, 264, 2151]
article-paragraph: Bo'ness—Thomson; M'Lean and M'Intosh; Nellies, Rankin, and Robson; Moscow, Lochhead, Dixon, Kane, and Fleming. — [1211, 796, 1444, 828]
article-paragraph: Referee—Mr M'Kenzie, Glasgow. — [748, 1329, 901, 1340]
score-line: CREETOWN, 2; WHITHORN, 2. — [1242, 907, 1413, 918]
article-paragraph: East Stirlingshire—Bernard; Robertson and M'Kenzie; Main, Rogers, and Grier; Bayne, Allan, Ross, M'Nellage, and Cran. — [502, 1362, 734, 1395]
article-paragraph: St Bernards — Ramsay; A. Smith and Fulton; Kennedy, W. Smith, and T. Ross; Lennie, Graham, Gardiner, Rodgers, and Longmuir. — [265, 1917, 497, 1949]
article-paragraph: A goalless game is not one to be wished for by spectator or critic, and this tie was no exception. — [265, 1003, 497, 1025]
article-paragraph: These clubs met at Brechin in a Scottish Union League fixture. Play was slow and somewhat disjointed. In the early stages, the seldom pitch being accountable. Brechin had the first shot at goal, and after Sangster had sent high over, Clark scored for the home team. The Peebles men fought hard, and had a good chance for the equaliser. Out of the blooms after this. The visitors had a fine chance to score, but he shot straight to the goalkeeper, who saved at the expense of a corner. From the kick Taylor got the equaliser, Brechin again got on the lead through a splendid centre from Clark, which was cleverly turned into the net by Sangster. At half-time the Brechin led by two goals to one. The resumption found the Peebles backs putting up a strong defence against the home forwards, who, however, were rather slow. A centre from Stevenson came to Lawson, who had an open goal, but he shot to hit the bar. This was one of the game that was most hotly fought. Peebles striving might and main to divide the points. Reid, Taylor, and Yellowlees in turn had shots at goal, but M'Phillip saved every time. At last three minutes from time M'Knight got possession, and equalised the game. The Rovers played up splendidly in the last twenty minutes, and quite deserved to draw. Teams:— — [738, 951, 970, 1255]
article-paragraph: Campsie Hearts had the honour of being the Chryston Athletic in the first round of the Scottish Cup tie. 7 to 1 was the score, the visitors being outplayed from start to finish. — [1448, 1095, 1680, 1139]
score-line: SATURDAY'S RESULTS. — [1262, 342, 1393, 353]
score-line: DUMFRIES, 3; HAMPDEN XI., 1. — [1000, 563, 1181, 575]
subheadline: CENTRAL LEAGUERS. — [1013, 56, 1169, 70]
subheadline: A WIN FOR QUEEN'S STROLLERS. — [1016, 1311, 1166, 1339]
article-paragraph: In the Scottish, the Ardrossan Winton Rovers won by 4 to 1 against Dalry Primrose. For the winners Hastings, Jardine, Steele, Moir, Anderson, and Goodwin played well. Blair had three goals for the losers. — [1448, 744, 1680, 798]
subheadline: Comments and Criticism. — [54, 1007, 234, 1020]
article-paragraph: Referee—Mr J. M. Dickson, Partick. — [1221, 1381, 1387, 1392]
score-line: DALBEATTIE STAR, 3; ST CUTHBERT WANDERERS, 0. — [750, 761, 959, 784]
article-paragraph: Referee—Mr W. Gunnison, Partick. — [984, 1288, 1147, 1299]
article-paragraph: The home lot gradually worked up again. Lindsay once more bringing M'Turk to handle, and the melee which followed with the goalkeeper on the grass was the most critical time Clyde had yet met during the game. The game was very fast, and the Shawfield men were nippier on the ball, and moved fast to goal. They could not get another goal, however, and led 1-0 at the interval. Morton resumed in a way that showed they meant business. They were over-eager and their anxiety caused them to miss chances. M'Turk was well served by his backs, and the shooting which he had to face was mostly from long range. He was bombarded for a while, but he held it out. He kept a good goal, never making a mistake. Clyde got away through a couple of free kicks, and Robertson had to save from M'Cartney, who was a great worker. Several times the Shawfield brigade came up, but not to get with shooting range. Morton drove desperately all the time. A free kick 20 yards out was well taken by M'Intosh, and Morton claimed the ball over the line when M'Turk cleared, but it was not given. Then M'Cubbin netted in a scrimmage, but again the point was knocked off, this time for offside — a rather thing. But Morton would not be denied. Twice in quick succession they were given off-side, but the pressure was bound to tell, and at 13 minutes to go M'Cubbin got well through and equalised. It was dingdong now to the end. Hamilton ran well into the opposing defence 15 minutes from time, and a penalty was granted. M'Intosh took the kick, and Morton stood one up. This was practically the last incident of the game. Teams:— — [28, 529, 261, 910]
section-divider — [539, 1414, 696, 1415]
result-line: ELGIN CITY, 3; PETERHEAD, 4. — [1252, 440, 1403, 451]
score-line: MORTON, 2; CLYDE, 1. — [80, 228, 209, 240]
article-paragraph: Kirkintilloch Harp got more than they bargained for at Cumbernauld, and were pretty well pleased when the final call of the referee at them to come through to the second round of the Scottish Cup with a goal to spare. — [1448, 1220, 1680, 1275]
article-paragraph: In the second half it was Junior wards against Renwood's backs and goalkeeper, in a great attack, but they managed to keep the Wright equalised. The game played fast and was stopped by Renwood's backs, but Dunlop, fouled, failed to convert the resultant penalty. Port won by 4 to 2. — [1448, 970, 1680, 1046]
article-paragraph: If few can rob Redmond could make a very promising show on Saturday, and their career will be watched with interest by a large following. — [1448, 1049, 1680, 1092]
section-divider — [776, 555, 933, 556]
article-paragraph: Juveniles in the Northern district had a good time in their first general meeting of the Springburn and District Juveniles held in the Institute on Saturday last, the 11th October. Particulars regarding the above can be had from Mr A. Cuthbert, 5 Drumochter Mansions, Parkhead, Glasgow. — [1448, 801, 1680, 877]
headline: Junior Open Dates. — [1476, 1415, 1652, 1434]
open-date-notice: RENFREW VICTORIA have October 9th Open; good gate.—Apply Secretary, 13 Paisley Road, Renfrew. — [1448, 1695, 1680, 1726]
headline: QUALIFYING CUP. — [1222, 185, 1433, 248]
section-divider — [1249, 883, 1406, 884]
section-divider — [1486, 1406, 1642, 1407]
article-paragraph: Dumbarton — Cormack (late Arthurlie); Gordon and O'Neill; Lipton, Speedie, and Kane; Ritchie, Brander, Gibson, Speedie, and Hill. — [265, 1952, 497, 1985]
headline: NORTH-EASTERN SEMI-FINAL. — [281, 60, 481, 104]
column-rule — [1209, 52, 1210, 2151]
score-line: SECOND ROUND. — [1278, 385, 1377, 396]
article-paragraph: Morton deserved the points by reason of their untouched pluck and stamina, and the ability to take the chances they got, combined with a really intelligent appreciation of the kind of play requisite to overcome an all-round clever team. — [28, 1733, 261, 1787]
headline: DUMBARTON UNLUCKY. — [305, 1530, 458, 1574]
open-date-notice: ROYAL VICTORIA have Saturday first Open.—Write Secretary, 59 High Street, Glasgow. — [1448, 1729, 1680, 1749]
article-paragraph: NITHSDALE WANDERERS, 2; 5th K.O.S.B., 1. — [1221, 371, 1437, 382]
open-date-notice: KILSYTH EMMET have Saturday first Open for a friendly.—Apply Secretary, Emmet Park, Kilsyth. — [1448, 1648, 1680, 1668]
subheadline: MEDIOCRE DISPLAY AT SHAWFIELD. — [769, 1352, 939, 1380]
headline: JUNIOR JOTS. — [1486, 383, 1642, 405]
newspaper-column-7 — [1448, 52, 1680, 2151]
article-paragraph: Arthurlie—Malcolm; Irvine, Brownlie; Fairlie, Craigie, M'Dermott, Stevenson, Murray, Grace, Kennedy, and Thomson. — [502, 1764, 734, 1797]
article-paragraph: Nithsdale Wanderers—M'Mahon and Kerr; Bowie, Scott, and Murray; Hyslop, Dalziel, M'Call, Tait, and Wilson. — [1211, 1310, 1444, 1343]
article-paragraph: Referee—Mr J. Murray, Glasgow. — [748, 278, 900, 289]
score-line: DOUGLAS WANDERERS, 3; PLEBSIDE ROVERS, 2. — [748, 579, 961, 602]
article-paragraph: St Mirren "A"—M'Birnie; Whyte and Riddell; Young, Allan, and Harvey; R. H. Riddell, Cunningham, Brown, Milne, and M'Lean. — [738, 1839, 970, 1872]
column-rule — [736, 52, 737, 2151]
section-divider — [1249, 512, 1406, 513]
article-paragraph: Dundee—Crumley; Lawson and Chaplin; Comrie, Dainty and Muir; Bellamy, M'Cann, Langlands, Macfarlane, and Fraser. — [265, 870, 497, 903]
article-paragraph: Robertson, Stewart, and Nugent were all stars, and the best-matched nervous every match. Hendry was the ablest of their halfbacks. — [28, 1637, 261, 1670]
article-paragraph: Renton—Blackwood; Pratt and Wilson; Duffy, M'Kay, and Lamont; Neil, M'Dowell, Hamilton, Ferguson, and Paterson. — [975, 1217, 1207, 1250]
subheadline: GLORIOUS VICTORY FOR BO'NESS. — [1237, 518, 1418, 546]
section-divider — [1013, 540, 1169, 541]
subheadline: A DECIDING PENALTY. — [63, 211, 226, 225]
open-date-notice: BONHILL UNION AMATEURS have Saturday, 2nd October, Open.—Apply Secretary, 4 Bridge Street, Bonhill. — [1448, 1488, 1680, 1518]
score-line: BRECHIN, 2; PEEBLES ROVERS, 2. — [756, 936, 952, 947]
section-divider — [1249, 1167, 1406, 1168]
article-paragraph: In favourable weather, these teams met at Millburn Park, Alexandria, on Saturday, in their Second League engagement. The Vale were early prominent, and had their forwards been able to nip the chances given them they might have beaten Gilhooly early. Ayr had several dangerous raids on the home goal, but, like the Vale, their forwards lacked finishing, and they were easily repelled. Both teams were evenly matched this half, and it was not till close on the interval that the only goal of the game came through Howat, who headed the ball past Gilhooly from a corner-kick. The Vale had easily the best of the early stages of the second period. Recoveries changed places with Buddiman, and the Vale forwards moved with more freedom. Buddiman and Howat tried hard to break down the Ayr defence, but they failed to get the ball past Gilhooly. Ayr brightened up towards the finish, but their forwards were in poor shooting form, and the match ended in a victory for the Vale by 1 goal to nil. Teams:— — [502, 154, 734, 393]
score-line: ST JOHNSTONE, 2; KING'S PARK, 0. — [989, 73, 1192, 84]
advertisement-list — [1448, 1439, 1680, 1842]
subheadline: DEBUT OF ACAS "A" — [1254, 56, 1401, 70]
score-line: CLYDE "A," 1; ST MIRREN "A," 1. — [761, 1384, 947, 1395]
subheadline: ABERCORN DROP POINTS. — [521, 1858, 714, 1872]
score-line: RAITH ROVERS, 2; LEITH, 2. — [1483, 87, 1645, 98]
subheadline: LOCKERBIE STILL UNDEFEATED. — [1024, 797, 1157, 825]
subheadline: THE "PARKIES" BEATEN. — [528, 932, 708, 946]
score-line: DUMBARTON HARP, 2; RENTON, 0. — [992, 1058, 1190, 1070]
masthead — [28, 4, 1682, 48]
